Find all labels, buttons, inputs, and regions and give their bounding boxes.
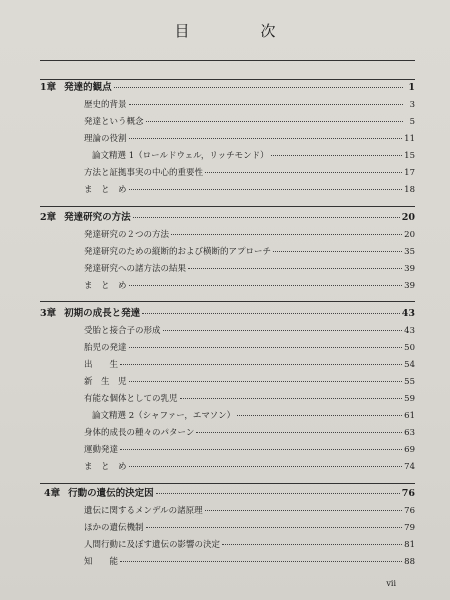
page-number: 76 [404,506,415,516]
entry-label: 出 生 [84,360,119,370]
leader-dots [120,364,402,365]
page-number: 5 [409,117,415,127]
page-number: 69 [404,445,415,455]
entry-label: 歴史的背景 [84,100,127,110]
page-number: 3 [409,100,415,110]
toc-entry[interactable] [84,263,415,275]
entry-label: 発達という概念 [84,117,144,127]
leader-dots [129,381,403,382]
leader-dots [129,285,403,286]
leader-dots [180,398,403,399]
page-number: 43 [401,308,415,319]
leader-dots [142,313,400,314]
chapter-number: 2章 [40,212,57,223]
entry-label: 知 能 [84,557,119,567]
entry-label: 方法と証拠事実の中心的重要性 [84,168,204,178]
chapter-4-rule [40,483,415,484]
leader-dots [129,466,403,467]
page-number: 20 [401,212,415,223]
page-number: 18 [404,185,415,195]
chapter-1-rule [40,79,415,80]
entry-label: 発達研究のための縦断的および横断的アプローチ [84,247,272,257]
leader-dots [237,415,402,416]
leader-dots [156,493,400,494]
leader-dots [205,172,402,173]
chapter-3-heading[interactable] [40,308,415,320]
toc-entry[interactable] [84,505,415,517]
toc-entry[interactable] [84,522,415,534]
entry-label: 発達研究の２つの方法 [84,230,170,240]
chapter-title: 発達研究の方法 [64,212,131,223]
folio-number: vii [386,579,396,588]
page-number: 54 [404,360,415,370]
page-number: 11 [404,134,415,144]
chapter-title: 発達的観点 [64,82,112,93]
page-number: 1 [408,82,415,93]
leader-dots [114,87,403,88]
entry-label: 有能な個体としての乳児 [84,394,178,404]
entry-label: 胎児の発達 [84,343,127,353]
page-number: 39 [404,264,415,274]
toc-entry-reading[interactable] [92,150,415,162]
page-number: 35 [404,247,415,257]
leader-dots [120,561,402,562]
leader-dots [146,527,403,528]
leader-dots [188,268,402,269]
entry-label: 理論の役割 [84,134,127,144]
leader-dots [163,330,403,331]
toc-entry[interactable] [84,325,415,337]
page-number: 17 [404,168,415,178]
chapter-title: 行動の遺伝的決定因 [68,488,154,499]
chapter-1-heading[interactable] [40,82,415,94]
toc-entry[interactable] [84,376,415,388]
leader-dots [146,121,403,122]
chapter-2-heading[interactable] [40,212,415,224]
toc-entry[interactable] [84,133,415,145]
entry-label: 人間行動に及ぼす遺伝の影響の決定 [84,540,221,550]
chapter-2-rule [40,206,415,207]
toc-entry[interactable] [84,246,415,258]
page-number: 76 [401,488,415,499]
page-number: 59 [404,394,415,404]
page-number: 74 [404,462,415,472]
page-number: 88 [404,557,415,567]
entry-label: ほかの遺伝機制 [84,523,144,533]
page-number: 39 [404,281,415,291]
entry-label: 身体的成長の種々のパターン [84,428,195,438]
chapter-number: 4章 [44,488,61,499]
toc-entry[interactable] [84,359,415,371]
toc-entry[interactable] [84,539,415,551]
page-number: 79 [404,523,415,533]
leader-dots [129,189,403,190]
entry-label: 論文精選 2（シャファー，エマソン） [92,411,236,421]
page-number: 81 [404,540,415,550]
toc-entry[interactable] [84,280,415,292]
entry-label: 受胎と接合子の形成 [84,326,161,336]
page-number: 20 [404,230,415,240]
toc-entry[interactable] [84,393,415,405]
page-number: 15 [404,151,415,161]
page-title: 目 次 [174,22,304,40]
leader-dots [205,510,403,511]
leader-dots [129,104,403,105]
chapter-3-rule [40,301,415,302]
toc-entry[interactable] [84,461,415,473]
leader-dots [171,234,402,235]
leader-dots [273,251,402,252]
toc-entry[interactable] [84,427,415,439]
entry-label: ま と め [84,462,127,472]
entry-label: ま と め [84,281,127,291]
entry-label: 発達研究への諸方法の結果 [84,264,187,274]
page-number: 63 [404,428,415,438]
toc-entry[interactable] [84,99,415,111]
chapter-number: 3章 [40,308,57,319]
entry-label: 運動発達 [84,445,119,455]
toc-entry[interactable] [84,184,415,196]
chapter-4-heading[interactable] [44,488,415,500]
entry-label: 論文精選 1（ロールドウェル，リッチモンド） [92,151,269,161]
toc-entry[interactable] [84,229,415,241]
page-number: 43 [404,326,415,336]
page-number: 55 [404,377,415,387]
toc-entry[interactable] [84,444,415,456]
chapter-number: 1章 [40,82,57,93]
toc-entry[interactable] [84,167,415,179]
toc-entry-reading[interactable] [92,410,415,422]
leader-dots [196,432,402,433]
entry-label: 遺伝に関するメンデルの諸原理 [84,506,203,516]
leader-dots [271,155,403,156]
leader-dots [129,347,403,348]
toc-entry[interactable] [84,556,415,568]
page-number: 50 [404,343,415,353]
toc-entry[interactable] [84,342,415,354]
entry-label: 新 生 児 [84,377,127,387]
leader-dots [222,544,402,545]
chapter-title: 初期の成長と発達 [64,308,141,319]
leader-dots [129,138,403,139]
page-number: 61 [404,411,415,421]
leader-dots [133,217,400,218]
toc-entry[interactable] [84,116,415,128]
leader-dots [120,449,402,450]
entry-label: ま と め [84,185,127,195]
title-rule [40,60,415,61]
